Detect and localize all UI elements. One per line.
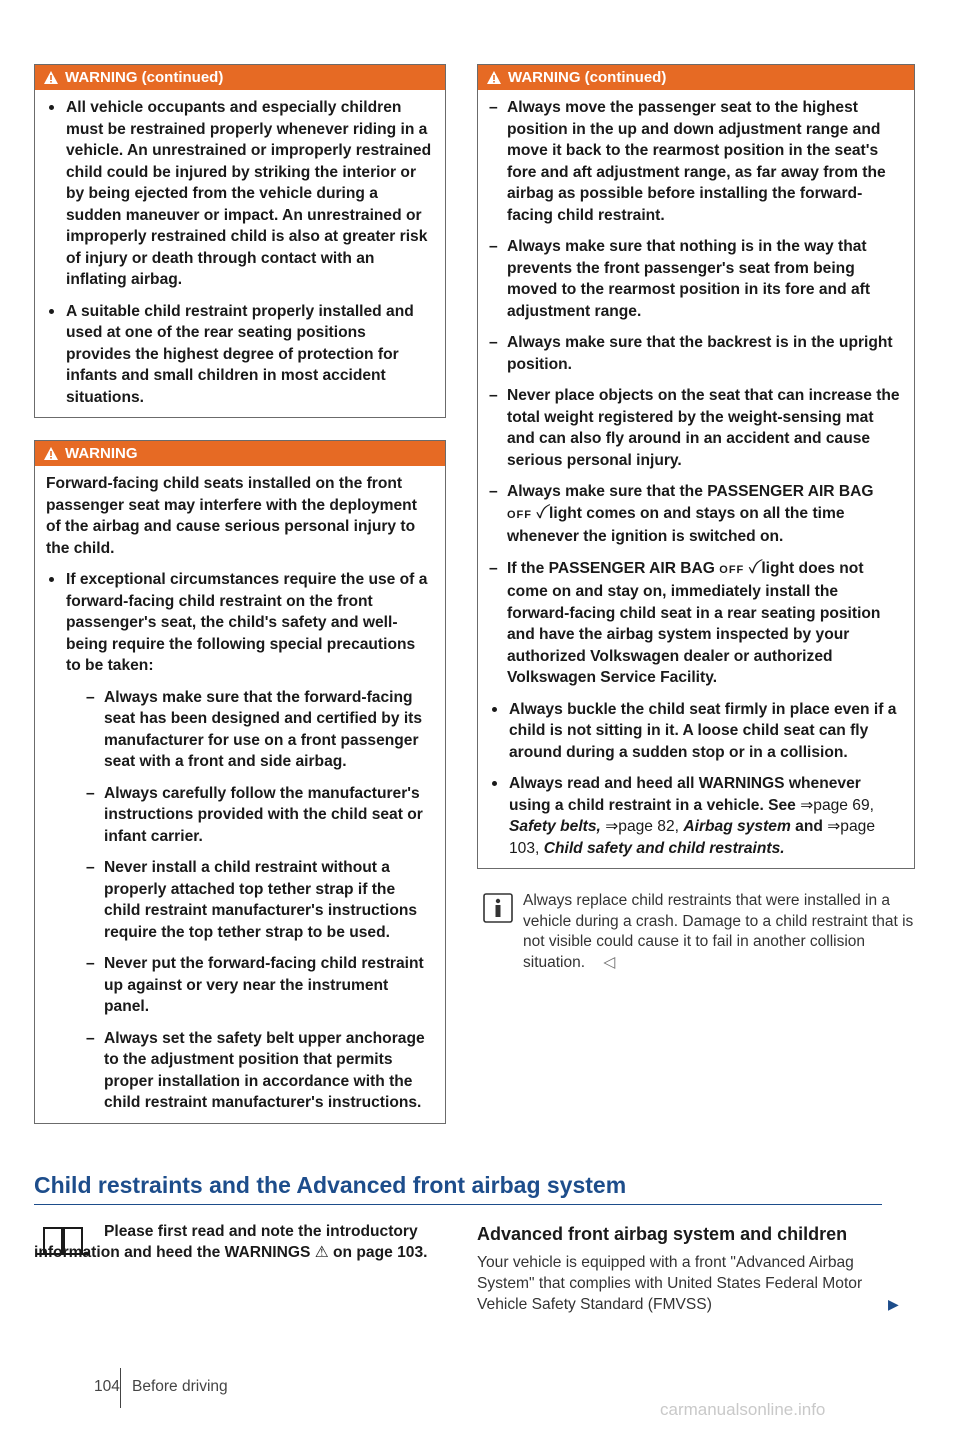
- end-of-section-icon: ◁: [603, 953, 616, 971]
- subsection-title: Advanced front airbag system and children: [477, 1224, 848, 1244]
- intro-note: Please first read and note the introductory information and heed the WARNINGS ⚠ on page 103.: [34, 1222, 444, 1263]
- warning-header: WARNING (continued): [35, 65, 445, 90]
- warning-box-forward-facing: [34, 440, 446, 1124]
- page-reference-link[interactable]: ⇒page 103,: [509, 818, 875, 857]
- precaution-item: – Always carefully follow the manufacturer's instructions provided with the child seat or infant carrier.: [86, 783, 433, 848]
- warning-bullet: Always buckle the child seat firmly in place even if a child is not sitting in it. A loose child seat can fly around during a sudden stop or in a collision.: [489, 699, 902, 764]
- precaution-item: – Always move the passenger seat to the highest position in the up and down adjustment range and move it back to the rearmost position in the seat's fore and aft adjustment range, as far away from the airbag as possible before installing the forward-facing child restraint.: [489, 97, 902, 226]
- warning-bullet: If exceptional circumstances require the use of a forward-facing child restraint on the front passenger's seat, the child's safety and well-being require the following special precautions to be taken: – Always make sure that the forward-facing seat has been designed and certified by its manufacturer for use on a front passenger seat with a front and side airbag. – Always carefully follow the manufacturer's instructions provided with the child seat or infant carrier. – Never install a child restraint without a properly attached top tether strap if the child restraint manufacturer's instructions require the top tether strap to be used. – Never put the forward-facing child restraint up against or very near the instrument panel. – Always set the safety belt upper anchorage to the adjustment position that permits proper installation in accordance with the child restraint manufacturer's instructions.: [46, 569, 433, 1114]
- warning-bullet: Always read and heed all WARNINGS whenever using a child restraint in a vehicle. See ⇒page 69, Safety belts, ⇒page 82, Airbag system and ⇒page 103, Child safety and child restraints.: [489, 773, 902, 859]
- warning-bullet: All vehicle occupants and especially children must be restrained properly whenever riding in a vehicle. An unrestrained or improperly restrained child could be injured by striking the interior or by being ejected from the vehicle during a sudden maneuver or impact. An unrestrained or improperly restrained child is also at greater risk of injury or death through contact with an inflating airbag.: [46, 97, 433, 291]
- warning-box-continued: [34, 64, 446, 418]
- page-number: 104: [94, 1378, 120, 1395]
- left-column: [34, 64, 446, 1138]
- right-column: [477, 64, 915, 973]
- precaution-item: – Never place objects on the seat that can increase the total weight registered by the weight-sensing mat and can also fly around in an accident and cause serious personal injury.: [489, 385, 902, 471]
- book-icon: [34, 1224, 92, 1265]
- continue-arrow-icon: ▶: [888, 1296, 899, 1312]
- warning-triangle-icon: [43, 446, 59, 461]
- warning-header: WARNING (continued): [478, 65, 914, 90]
- precaution-item: – Always make sure that nothing is in the way that prevents the front passenger's seat from being moved to the rearmost position in its fore and aft adjustment range.: [489, 236, 902, 322]
- watermark: carmanualsonline.info: [660, 1400, 826, 1419]
- subsection-text: Your vehicle is equipped with a front "Advanced Airbag System" that complies with United States Federal Motor Vehicle Safety Standard (FMVSS): [477, 1254, 863, 1313]
- precaution-item: – Always set the safety belt upper anchorage to the adjustment position that permits proper installation in accordance with the child restraint manufacturer's instructions.: [86, 1028, 433, 1114]
- warning-triangle-icon: [43, 70, 59, 85]
- warning-box-continued: [477, 64, 915, 869]
- page-footer: [94, 1378, 228, 1396]
- section-title: Child restraints and the Advanced front airbag system: [34, 1172, 882, 1205]
- footer-divider: [120, 1368, 121, 1408]
- page-reference-link[interactable]: ⇒page 82,: [605, 818, 679, 835]
- precaution-item: – Always make sure that the backrest is in the upright position.: [489, 332, 902, 375]
- precaution-item: – Never put the forward-facing child restraint up against or very near the instrument panel.: [86, 953, 433, 1018]
- precaution-item: – If the PASSENGER AIR BAG OFF ꪜ light does not come on and stay on, immediately install the forward-facing child seat in a rear seating position and have the airbag system inspected by your authorized Volkswagen dealer or authorized Volkswagen Service Facility.: [489, 558, 902, 689]
- warning-intro: Forward-facing child seats installed on the front passenger seat may interfere with the deployment of the airbag and cause serious personal injury to the child.: [46, 475, 417, 557]
- precaution-item: – Never install a child restraint without a properly attached top tether strap if the child restraint manufacturer's instructions require the top tether strap to be used.: [86, 857, 433, 943]
- precaution-item: – Always make sure that the PASSENGER AIR BAG OFF ꪜ light comes on and stays on all the time whenever the ignition is switched on.: [489, 481, 902, 548]
- warning-triangle-icon: [486, 70, 502, 85]
- warning-bullet: A suitable child restraint properly installed and used at one of the rear seating positions provides the highest degree of protection for infants and small children in most accident situations.: [46, 301, 433, 409]
- airbag-off-indicator-icon: OFF ꪜ: [507, 508, 545, 521]
- page-reference-link[interactable]: ⇒page 69,: [800, 796, 874, 814]
- info-icon: [483, 893, 513, 930]
- precaution-item: – Always make sure that the forward-facing seat has been designed and certified by its manufacturer for use on a front passenger seat with a front and side airbag.: [86, 687, 433, 773]
- info-note: Always replace child restraints that were installed in a vehicle during a crash. Damage to a child restraint that is not visible could cause it to fail in another collision situation. ◁: [477, 891, 915, 973]
- chapter-name: Before driving: [132, 1378, 228, 1395]
- warning-header: WARNING: [35, 441, 445, 466]
- airbag-off-indicator-icon: OFF ꪜ: [719, 563, 757, 576]
